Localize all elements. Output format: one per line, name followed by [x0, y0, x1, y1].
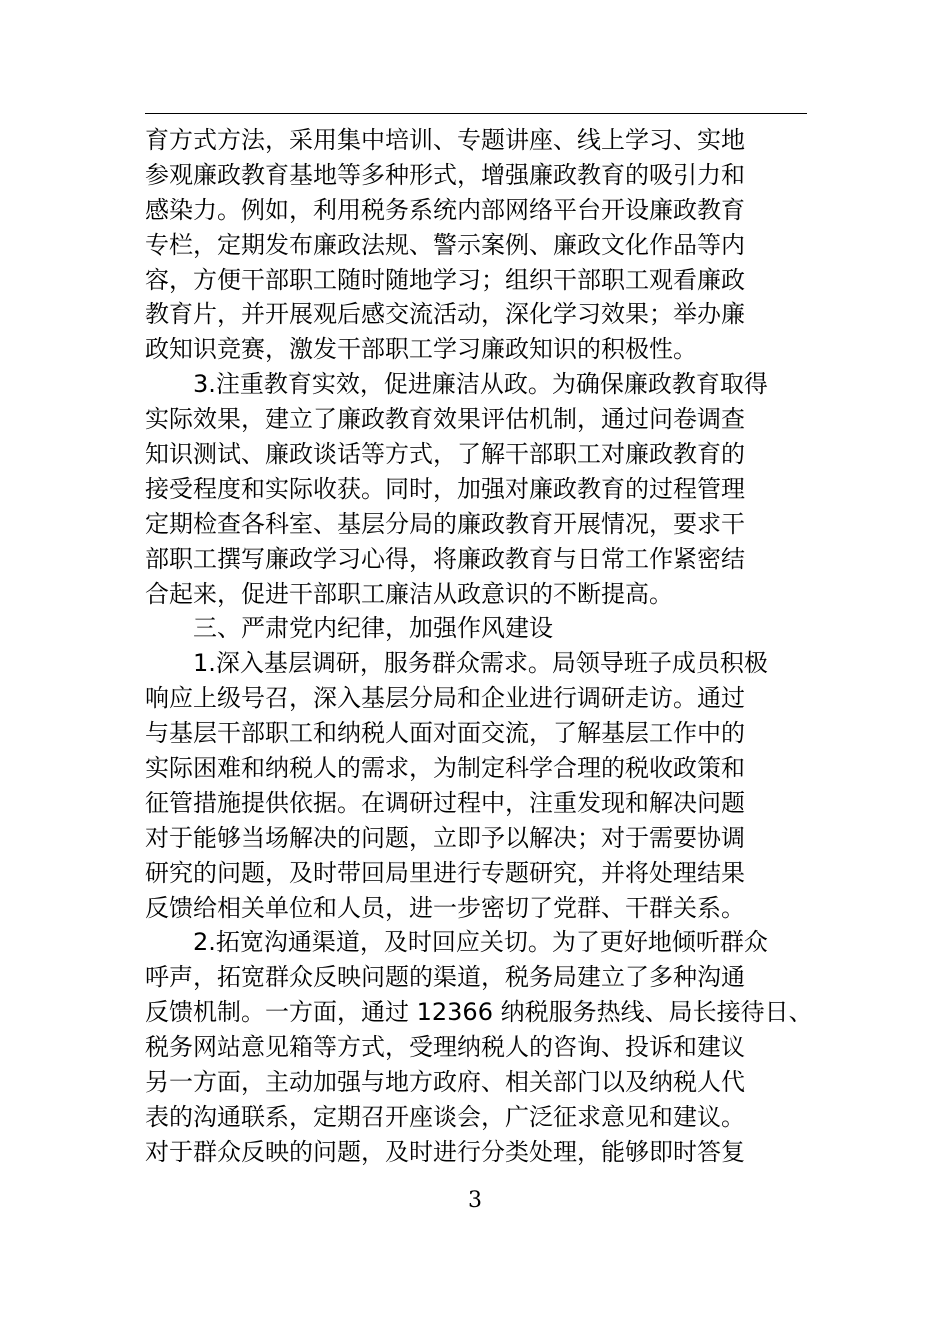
text-line: 育方式方法，采用集中培训、专题讲座、线上学习、实地 [145, 126, 745, 154]
section-heading: 三、严肃党内纪律，加强作风建设 [145, 614, 553, 643]
text-line: 研究的问题，及时带回局里进行专题研究，并将处理结果 [145, 858, 745, 887]
text-line: 对于群众反映的问题，及时进行分类处理，能够即时答复 [145, 1137, 745, 1166]
text-line: 参观廉政教育基地等多种形式，增强廉政教育的吸引力和 [145, 160, 745, 189]
document-body [145, 123, 813, 1170]
text-line: 另一方面，主动加强与地方政府、相关部门以及纳税人代 [145, 1068, 745, 1097]
text-line: 税务网站意见箱等方式，受理纳税人的咨询、投诉和建议 [145, 1033, 745, 1062]
text-line: 接受程度和实际收获。同时，加强对廉政教育的过程管理 [145, 474, 745, 503]
paragraph-start-line: 3.注重教育实效，促进廉洁从政。为确保廉政教育取得 [145, 370, 768, 399]
text-line: 政知识竞赛，激发干部职工学习廉政知识的积极性。 [145, 335, 697, 364]
text-line: 征管措施提供依据。在调研过程中，注重发现和解决问题 [145, 788, 745, 817]
text-line: 与基层干部职工和纳税人面对面交流，了解基层工作中的 [145, 719, 745, 748]
text-line: 教育片，并开展观后感交流活动，深化学习效果；举办廉 [145, 300, 745, 329]
text-line: 部职工撰写廉政学习心得，将廉政教育与日常工作紧密结 [145, 544, 745, 573]
text-line: 容，方便干部职工随时随地学习；组织干部职工观看廉政 [145, 265, 745, 294]
header-rule [145, 113, 807, 114]
text-line: 反馈机制。一方面，通过 12366 纳税服务热线、局长接待日、 [145, 998, 813, 1027]
text-line: 呼声，拓宽群众反映问题的渠道，税务局建立了多种沟通 [145, 963, 745, 992]
text-line: 感染力。例如，利用税务系统内部网络平台开设廉政教育 [145, 195, 745, 224]
text-line: 实际困难和纳税人的需求，为制定科学合理的税收政策和 [145, 754, 745, 783]
text-line: 实际效果，建立了廉政教育效果评估机制，通过问卷调查 [145, 405, 745, 434]
text-line: 知识测试、廉政谈话等方式，了解干部职工对廉政教育的 [145, 440, 745, 469]
text-line: 定期检查各科室、基层分局的廉政教育开展情况，要求干 [145, 509, 745, 538]
text-line: 反馈给相关单位和人员，进一步密切了党群、干群关系。 [145, 893, 745, 922]
text-line: 表的沟通联系，定期召开座谈会，广泛征求意见和建议。 [145, 1102, 745, 1131]
text-line: 专栏，定期发布廉政法规、警示案例、廉政文化作品等内 [145, 230, 745, 259]
text-line: 响应上级号召，深入基层分局和企业进行调研走访。通过 [145, 684, 745, 713]
text-line: 对于能够当场解决的问题，立即予以解决；对于需要协调 [145, 823, 745, 852]
paragraph-start-line: 2.拓宽沟通渠道，及时回应关切。为了更好地倾听群众 [145, 928, 768, 957]
text-line: 合起来，促进干部职工廉洁从政意识的不断提高。 [145, 579, 673, 608]
page-number: 3 [468, 1188, 482, 1213]
paragraph-start-line: 1.深入基层调研，服务群众需求。局领导班子成员积极 [145, 649, 768, 678]
